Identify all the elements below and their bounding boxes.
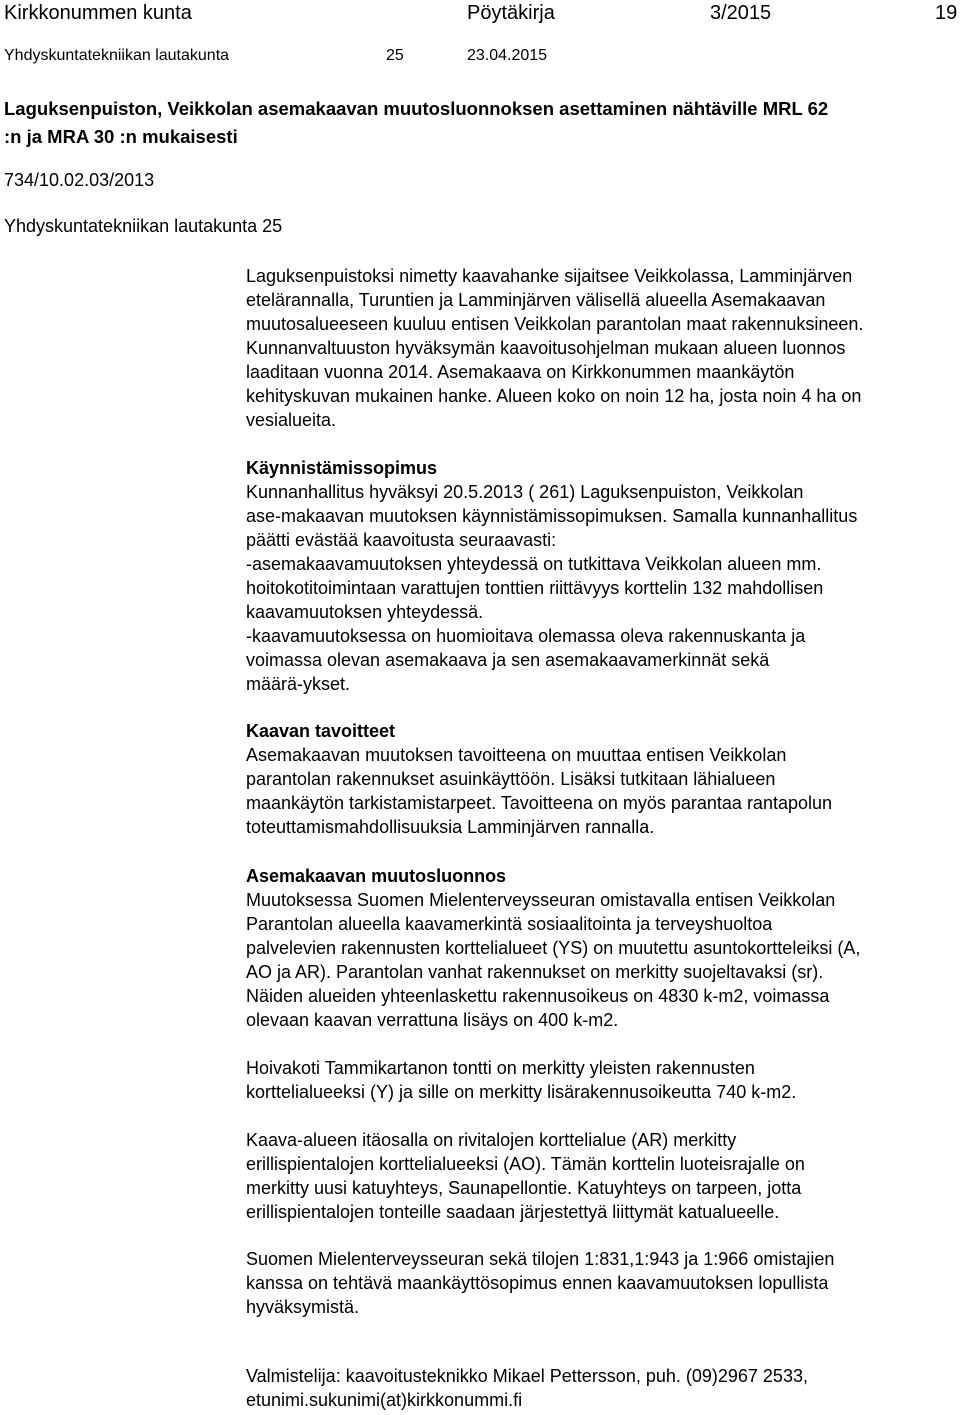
text-line: -kaavamuutoksessa on huomioitava olemassa oleva rakennuskanta ja (246, 626, 806, 646)
text-line: AO ja AR). Parantolan vanhat rakennukset on merkitty suojeltavaksi (sr). (246, 962, 824, 982)
text-line: maankäytön tarkistamistarpeet. Tavoitteena on myös parantaa rantapolun (246, 793, 833, 813)
text-line: Parantolan alueella kaavamerkintä sosiaalitointa ja terveyshuoltoa (246, 914, 773, 934)
committee-line: Yhdyskuntatekniikan lautakunta 25 (4, 216, 283, 236)
item-title-line-2: :n ja MRA 30 :n mukaisesti (4, 126, 238, 147)
text-line: määrä-ykset. (246, 674, 351, 694)
text-line: Valmistelija: kaavoitusteknikko Mikael Pettersson, puh. (09)2967 2533, (246, 1366, 808, 1386)
text-line: Asemakaavan muutoksen tavoitteena on muuttaa entisen Veikkolan (246, 745, 787, 765)
committee-name: Yhdyskuntatekniikan lautakunta (4, 47, 230, 64)
text-line: Kunnanvaltuuston hyväksymän kaavoitusohjelman mukaan alueen luonnos (246, 338, 846, 358)
document-type: Pöytäkirja (467, 2, 555, 24)
text-line: kaavamuutoksen yhteydessä. (246, 602, 484, 622)
section-heading: Asemakaavan muutosluonnos (246, 866, 507, 886)
text-line: Hoivakoti Tammikartanon tontti on merkitty yleisten rakennusten (246, 1058, 755, 1078)
text-line: palvelevien rakennusten korttelialueet (YS) on muutettu asuntokortteleiksi (A, (246, 938, 861, 958)
section-heading: Käynnistämissopimus (246, 458, 438, 478)
text-line: Muutoksessa Suomen Mielenterveysseuran omistavalla entisen Veikkolan (246, 890, 836, 910)
text-line: Näiden alueiden yhteenlaskettu rakennusoikeus on 4830 k-m2, voimassa (246, 986, 830, 1006)
contact-email: etunimi.sukunimi(at)kirkkonummi.fi (246, 1390, 523, 1410)
text-line: muutosalueeseen kuuluu entisen Veikkolan parantolan maat rakennuksineen. (246, 314, 864, 334)
kaavan-tavoitteet-section (246, 719, 958, 839)
text-line: päätti evästää kaavoitusta seuraavasti: (246, 530, 557, 550)
text-line: ase-makaavan muutoksen käynnistämissopimuksen. Samalla kunnanhallitus (246, 506, 858, 526)
kaynnistamissopimus-section (246, 456, 958, 696)
text-line: Kaava-alueen itäosalla on rivitalojen korttelialue (AR) merkitty (246, 1130, 737, 1150)
text-line: olevaan kaavan verrattuna lisäys on 400 k-m2. (246, 1010, 619, 1030)
text-line: Suomen Mielenterveysseuran sekä tilojen 1:831,1:943 ja 1:966 omistajien (246, 1249, 835, 1269)
text-line: erillispientalojen tonteille saadaan järjestettyä liittymät katualueelle. (246, 1202, 780, 1222)
meeting-date: 23.04.2015 (467, 47, 548, 64)
item-number: 25 (386, 47, 404, 64)
item-title-line-1: Laguksenpuiston, Veikkolan asemakaavan muutosluonnoksen asettaminen nähtäville MRL 62 (4, 98, 829, 119)
maankayttosopimus-paragraph (246, 1247, 958, 1319)
text-line: parantolan rakennukset asuinkäyttöön. Lisäksi tutkitaan lähialueen (246, 769, 776, 789)
text-line: hoitokotitoimintaan varattujen tonttien riittävyys korttelin 132 mahdollisen (246, 578, 824, 598)
text-line: merkitty uusi katuyhteys, Saunapellontie. Katuyhteys on tarpeen, jotta (246, 1178, 802, 1198)
hoivakoti-paragraph (246, 1056, 958, 1104)
text-line: kanssa on tehtävä maankäyttösopimus ennen kaavamuutoksen lopullista (246, 1273, 829, 1293)
text-line: kehityskuvan mukainen hanke. Alueen koko on noin 12 ha, josta noin 4 ha on (246, 386, 862, 406)
text-line: toteuttamismahdollisuuksia Lamminjärven rannalla. (246, 817, 655, 837)
text-line: hyväksymistä. (246, 1297, 360, 1317)
section-heading: Kaavan tavoitteet (246, 721, 396, 741)
ar-alue-paragraph (246, 1128, 958, 1224)
text-line: erillispientalojen korttelialueeksi (AO). Tämän korttelin luoteisrajalle on (246, 1154, 805, 1174)
text-line: -asemakaavamuutoksen yhteydessä on tutkittava Veikkolan alueen mm. (246, 554, 822, 574)
text-line: vesialueita. (246, 410, 337, 430)
text-line: Laguksenpuistoksi nimetty kaavahanke sijaitsee Veikkolassa, Lamminjärven (246, 266, 853, 286)
text-line: Kunnanhallitus hyväksyi 20.5.2013 ( 261) Laguksenpuiston, Veikkolan (246, 482, 804, 502)
text-line: voimassa olevan asemakaava ja sen asemakaavamerkinnät sekä (246, 650, 770, 670)
muutosluonnos-section (246, 864, 958, 1032)
document-number: 3/2015 (710, 2, 772, 24)
reference-number: 734/10.02.03/2013 (4, 170, 155, 190)
page-number: 19 (935, 2, 958, 24)
intro-paragraph (246, 264, 958, 432)
municipality-name: Kirkkonummen kunta (4, 2, 192, 24)
text-line: etelärannalla, Turuntien ja Lamminjärven välisellä alueella Asemakaavan (246, 290, 826, 310)
item-title (4, 95, 944, 151)
valmistelija-info (246, 1364, 958, 1412)
text-line: korttelialueeksi (Y) ja sille on merkitty lisärakennusoikeutta 740 k-m2. (246, 1082, 797, 1102)
text-line: laaditaan vuonna 2014. Asemakaava on Kirkkonummen maankäytön (246, 362, 795, 382)
